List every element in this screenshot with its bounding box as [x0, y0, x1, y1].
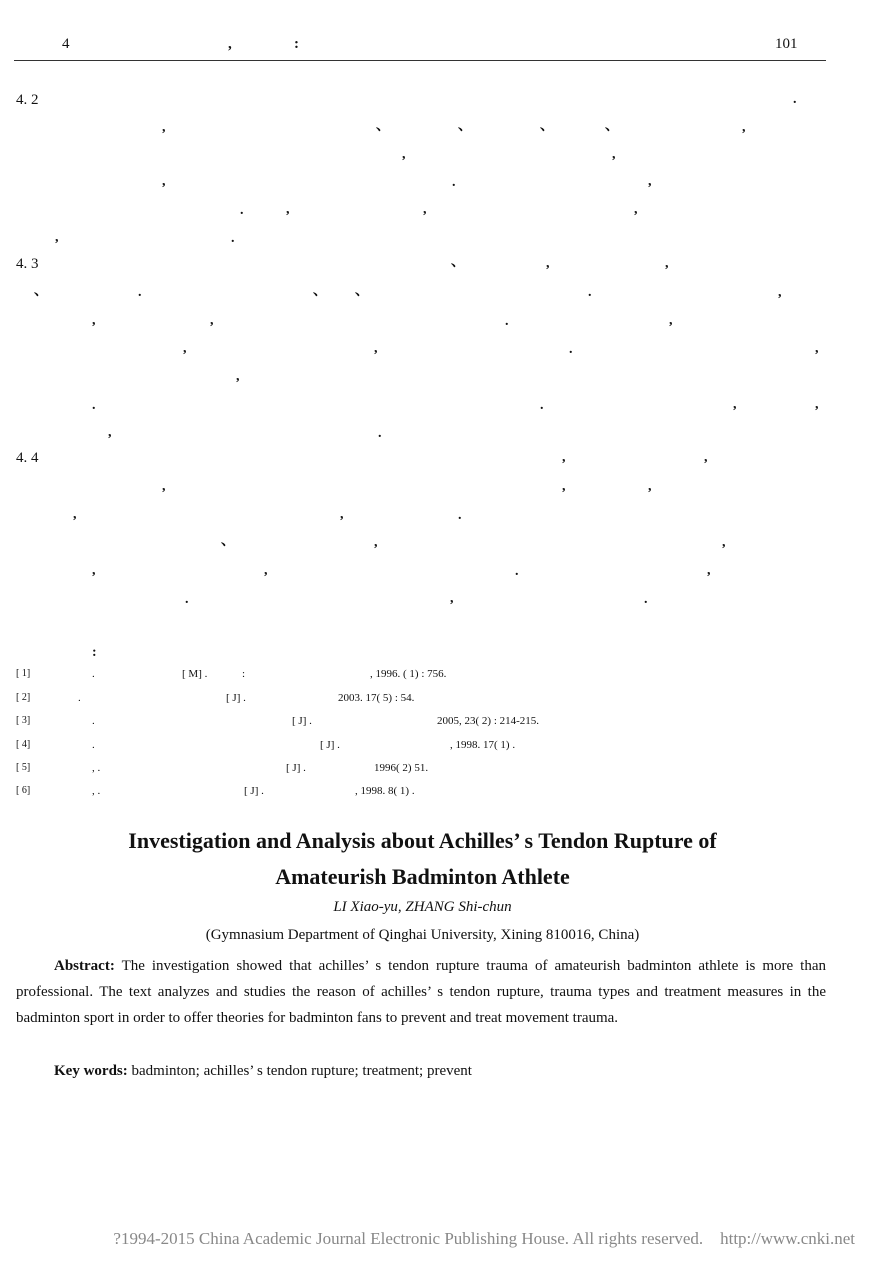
english-title-line1: Investigation and Analysis about Achilles’ s Tendon Rupture of — [128, 828, 717, 853]
keywords — [54, 1063, 472, 1080]
reference-details: , 1998. 8( 1) . — [355, 785, 415, 797]
header-rule — [14, 60, 826, 61]
reference-text: . — [92, 715, 95, 727]
reference-type: [ M] . — [182, 668, 208, 680]
english-title-line2: Amateurish Badminton Athlete — [275, 864, 570, 889]
footer-url[interactable]: http://www.cnki.net — [720, 1229, 855, 1248]
reference-label: [ 6] — [16, 785, 31, 796]
reference-type: [ J] . — [244, 785, 264, 797]
reference-details: 1996( 2) 51. — [374, 762, 429, 774]
affiliation: (Gymnasium Department of Qinghai University, Xining 810016, China) — [205, 927, 640, 943]
reference-text: . — [92, 668, 95, 680]
reference-type: [ J] . — [292, 715, 312, 727]
reference-label: [ 3] — [16, 715, 31, 726]
authors: LI Xiao-yu, ZHANG Shi-chun — [333, 899, 512, 915]
reference-type: [ J] . — [320, 739, 340, 751]
footer — [113, 1229, 855, 1249]
reference-text: , . — [92, 785, 101, 797]
references-heading-mark: : — [92, 645, 97, 660]
reference-text: . — [78, 692, 81, 704]
section-number: 4. 2 — [16, 92, 39, 108]
reference-text: : — [242, 668, 246, 680]
reference-details: , 1996. ( 1) : 756. — [370, 668, 447, 680]
reference-details: 2003. 17( 5) : 54. — [338, 692, 415, 704]
reference-details: 2005, 23( 2) : 214-215. — [437, 715, 540, 727]
reference-label: [ 2] — [16, 692, 31, 703]
keywords-text: badminton; achilles’ s tendon rupture; treatment; prevent — [131, 1063, 472, 1079]
reference-type: [ J] . — [286, 762, 306, 774]
keywords-label: Key words: — [54, 1063, 128, 1079]
section-number: 4. 3 — [16, 256, 39, 272]
reference-details: , 1998. 17( 1) . — [450, 739, 516, 751]
reference-type: [ J] . — [226, 692, 246, 704]
reference-text: , . — [92, 762, 101, 774]
reference-label: [ 5] — [16, 762, 31, 773]
header-separator: , — [228, 36, 232, 52]
reference-label: [ 4] — [16, 739, 31, 750]
footer-copyright: ?1994-2015 China Academic Journal Electronic Publishing House. All rights reserved. — [113, 1229, 704, 1248]
abstract-label: Abstract: — [54, 958, 115, 974]
header-separator: : — [294, 36, 299, 52]
section-number: 4. 4 — [16, 450, 39, 466]
header-issue-number: 4 — [62, 36, 70, 52]
reference-text: . — [92, 739, 95, 751]
abstract — [16, 953, 826, 1031]
abstract-text: The investigation showed that achilles’ s tendon rupture trauma of amateurish badminton athlete is more than professional. The text analyzes and studies the reason of achilles’ s tendon rupture, trauma types and treatment measures in the badminton sport in order to offer theories for badminton fans to prevent and treat movement trauma. — [16, 958, 826, 1026]
reference-label: [ 1] — [16, 668, 31, 679]
header-page-number: 101 — [775, 36, 798, 52]
